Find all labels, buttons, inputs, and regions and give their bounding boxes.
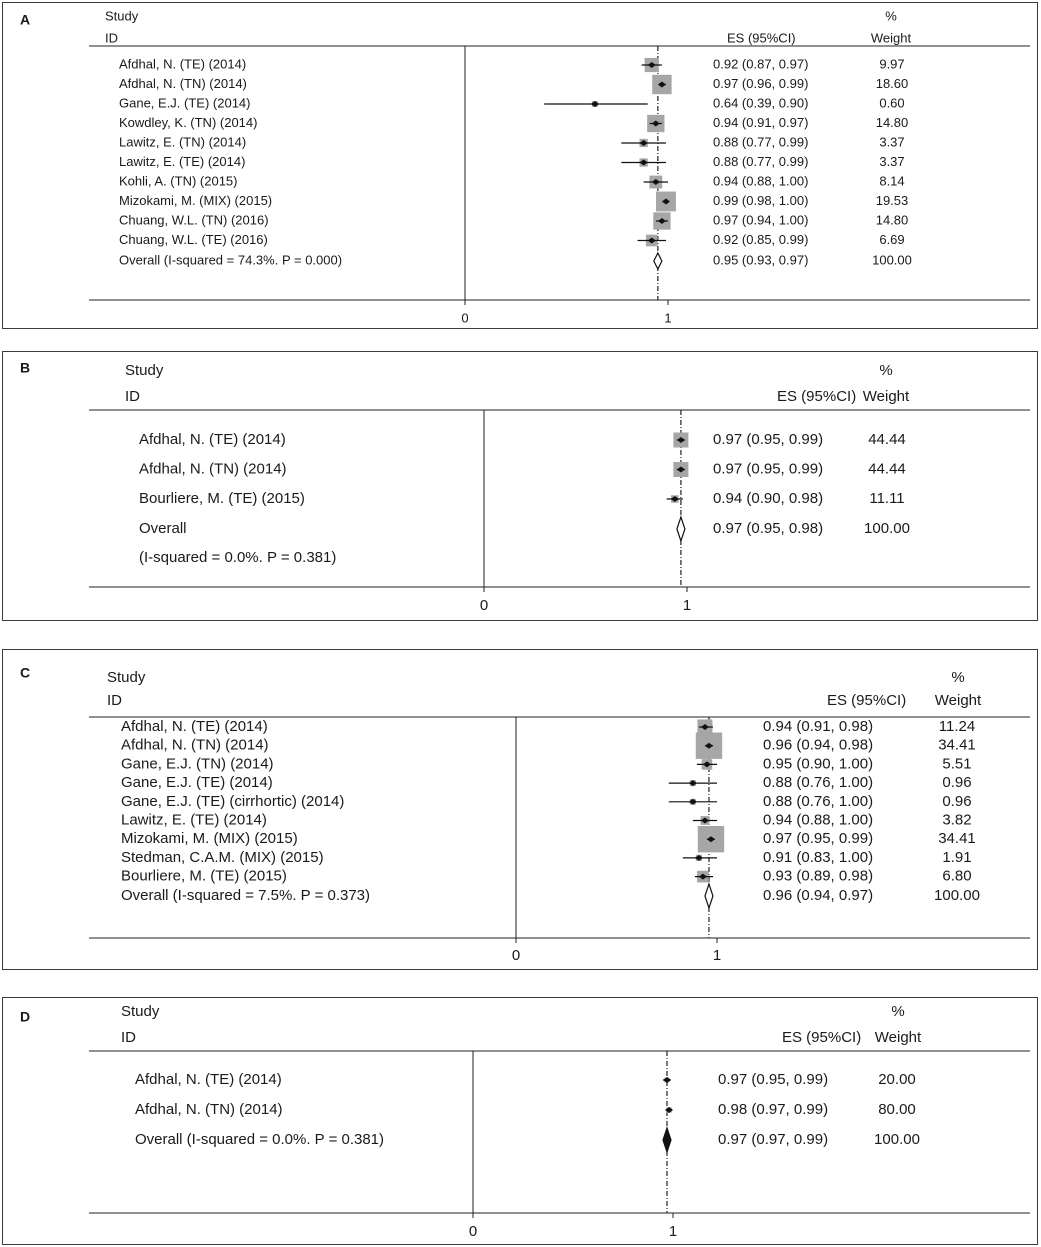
study-label: Bourliere, M. (TE) (2015) [121, 867, 287, 885]
header-study: Study [107, 668, 146, 686]
study-weight: 0.96 [942, 774, 972, 792]
x-tick-label: 0 [468, 1222, 478, 1240]
forest-plot-a [3, 3, 1039, 330]
study-weight: 3.37 [879, 134, 905, 150]
study-label: Lawitz, E. (TE) (2014) [121, 811, 267, 829]
study-label: Gane, E.J. (TE) (cirrhortic) (2014) [121, 792, 345, 810]
study-es-ci: 0.88 (0.77, 0.99) [713, 153, 809, 169]
x-tick-label: 1 [682, 596, 692, 614]
study-weight: 14.80 [875, 114, 909, 130]
x-tick-label: 1 [712, 946, 722, 964]
header-percent: % [879, 361, 893, 379]
overall-diamond [677, 517, 685, 541]
header-weight: Weight [870, 30, 912, 46]
study-es-ci: 0.97 (0.94, 1.00) [713, 212, 809, 228]
header-percent: % [885, 8, 897, 24]
study-weight: 8.14 [879, 173, 905, 189]
header-percent: % [951, 668, 965, 686]
x-tick-label: 1 [668, 1222, 678, 1240]
study-es-ci: 0.97 (0.95, 0.99) [763, 830, 874, 848]
header-study: Study [121, 1002, 160, 1020]
study-weight: 19.53 [875, 192, 909, 208]
panel-label: D [20, 1008, 31, 1025]
study-weight: 34.41 [938, 736, 976, 754]
overall-es-ci: 0.96 (0.94, 0.97) [763, 886, 874, 904]
overall-diamond [705, 884, 713, 908]
x-tick-label: 1 [664, 310, 672, 326]
study-weight: 18.60 [875, 75, 909, 91]
study-label: Chuang, W.L. (TE) (2016) [119, 231, 268, 247]
overall-es-ci: 0.97 (0.95, 0.98) [713, 519, 824, 537]
study-es-ci: 0.64 (0.39, 0.90) [713, 95, 809, 111]
study-es-ci: 0.93 (0.89, 0.98) [763, 867, 874, 885]
header-es: ES (95%CI) [727, 30, 796, 46]
x-tick-label: 0 [461, 310, 469, 326]
header-weight: Weight [874, 1028, 922, 1046]
forest-plot-d [3, 998, 1039, 1246]
study-label: Afdhal, N. (TN) (2014) [119, 75, 247, 91]
overall-heterogeneity: (I-squared = 0.0%. P = 0.381) [139, 548, 337, 566]
study-label: Afdhal, N. (TN) (2014) [121, 736, 269, 754]
study-es-ci: 0.91 (0.83, 1.00) [763, 848, 874, 866]
study-weight: 44.44 [868, 430, 906, 448]
header-es: ES (95%CI) [777, 387, 857, 405]
study-weight: 1.91 [942, 848, 972, 866]
study-es-ci: 0.94 (0.91, 0.97) [713, 114, 809, 130]
overall-label: Overall (I-squared = 74.3%. P = 0.000) [119, 252, 343, 268]
header-es: ES (95%CI) [827, 691, 907, 709]
study-es-ci: 0.95 (0.90, 1.00) [763, 755, 874, 773]
study-label: Afdhal, N. (TE) (2014) [119, 56, 247, 72]
study-es-ci: 0.88 (0.77, 0.99) [713, 134, 809, 150]
study-es-ci: 0.97 (0.96, 0.99) [713, 75, 809, 91]
study-label: Lawitz, E. (TN) (2014) [119, 134, 247, 150]
header-es: ES (95%CI) [782, 1028, 862, 1046]
header-percent: % [891, 1002, 905, 1020]
study-weight: 5.51 [942, 755, 972, 773]
study-label: Lawitz, E. (TE) (2014) [119, 153, 246, 169]
forest-panel-a [2, 2, 1038, 329]
study-es-ci: 0.88 (0.76, 1.00) [763, 792, 874, 810]
study-weight: 11.24 [938, 717, 976, 735]
study-weight: 20.00 [878, 1070, 916, 1088]
study-es-ci: 0.92 (0.87, 0.97) [713, 56, 809, 72]
overall-weight: 100.00 [874, 1130, 920, 1148]
header-id: ID [121, 1028, 136, 1046]
study-es-ci: 0.99 (0.98, 1.00) [713, 192, 809, 208]
study-es-ci: 0.92 (0.85, 0.99) [713, 231, 809, 247]
header-weight: Weight [862, 387, 910, 405]
overall-weight: 100.00 [864, 519, 910, 537]
study-label: Chuang, W.L. (TN) (2016) [119, 212, 269, 228]
study-es-ci: 0.97 (0.95, 0.99) [713, 430, 824, 448]
study-weight: 0.60 [879, 95, 905, 111]
point-estimate [665, 1107, 673, 1113]
overall-diamond [654, 253, 662, 269]
point-estimate [663, 1077, 671, 1083]
study-weight: 3.82 [942, 811, 972, 829]
overall-label: Overall [139, 519, 187, 537]
header-study: Study [105, 8, 139, 24]
study-weight: 9.97 [879, 56, 905, 72]
panel-label: C [20, 664, 31, 681]
header-id: ID [125, 387, 140, 405]
overall-weight: 100.00 [934, 886, 980, 904]
study-es-ci: 0.97 (0.95, 0.99) [718, 1070, 829, 1088]
study-weight: 0.96 [942, 792, 972, 810]
panel-label: A [20, 11, 31, 28]
study-es-ci: 0.94 (0.90, 0.98) [713, 489, 824, 507]
study-es-ci: 0.98 (0.97, 0.99) [718, 1100, 829, 1118]
study-es-ci: 0.94 (0.88, 1.00) [713, 173, 809, 189]
overall-es-ci: 0.97 (0.97, 0.99) [718, 1130, 829, 1148]
study-label: Bourliere, M. (TE) (2015) [139, 489, 305, 507]
study-weight: 3.37 [879, 153, 905, 169]
study-label: Mizokami, M. (MIX) (2015) [119, 192, 273, 208]
study-es-ci: 0.97 (0.95, 0.99) [713, 460, 824, 478]
study-weight: 80.00 [878, 1100, 916, 1118]
forest-panel-c [2, 649, 1038, 970]
header-id: ID [107, 691, 122, 709]
study-weight: 44.44 [868, 460, 906, 478]
panel-label: B [20, 359, 31, 376]
study-label: Mizokami, M. (MIX) (2015) [121, 830, 298, 848]
header-study: Study [125, 361, 164, 379]
study-weight: 14.80 [875, 212, 909, 228]
overall-weight: 100.00 [872, 252, 912, 268]
study-label: Gane, E.J. (TN) (2014) [121, 755, 274, 773]
study-weight: 11.11 [869, 489, 905, 507]
forest-plot-b [3, 352, 1039, 622]
study-es-ci: 0.88 (0.76, 1.00) [763, 774, 874, 792]
forest-panel-b [2, 351, 1038, 621]
study-label: Afdhal, N. (TE) (2014) [135, 1070, 282, 1088]
overall-es-ci: 0.95 (0.93, 0.97) [713, 252, 809, 268]
overall-label: Overall (I-squared = 7.5%. P = 0.373) [121, 886, 371, 904]
study-es-ci: 0.94 (0.91, 0.98) [763, 717, 874, 735]
study-label: Gane, E.J. (TE) (2014) [119, 95, 251, 111]
study-weight: 6.80 [942, 867, 972, 885]
study-es-ci: 0.96 (0.94, 0.98) [763, 736, 874, 754]
overall-diamond [663, 1128, 671, 1152]
study-label: Afdhal, N. (TN) (2014) [139, 460, 287, 478]
header-weight: Weight [934, 691, 982, 709]
study-label: Afdhal, N. (TE) (2014) [139, 430, 286, 448]
study-weight: 34.41 [938, 830, 976, 848]
study-label: Stedman, C.A.M. (MIX) (2015) [121, 848, 324, 866]
header-id: ID [105, 30, 118, 46]
study-label: Kohli, A. (TN) (2015) [119, 173, 238, 189]
study-label: Afdhal, N. (TN) (2014) [135, 1100, 283, 1118]
study-label: Gane, E.J. (TE) (2014) [121, 774, 273, 792]
x-tick-label: 0 [511, 946, 521, 964]
forest-plot-c [3, 650, 1039, 971]
study-es-ci: 0.94 (0.88, 1.00) [763, 811, 874, 829]
forest-panel-d [2, 997, 1038, 1245]
study-label: Kowdley, K. (TN) (2014) [119, 114, 258, 130]
study-weight: 6.69 [879, 231, 905, 247]
x-tick-label: 0 [479, 596, 489, 614]
overall-label: Overall (I-squared = 0.0%. P = 0.381) [135, 1130, 385, 1148]
study-label: Afdhal, N. (TE) (2014) [121, 717, 268, 735]
